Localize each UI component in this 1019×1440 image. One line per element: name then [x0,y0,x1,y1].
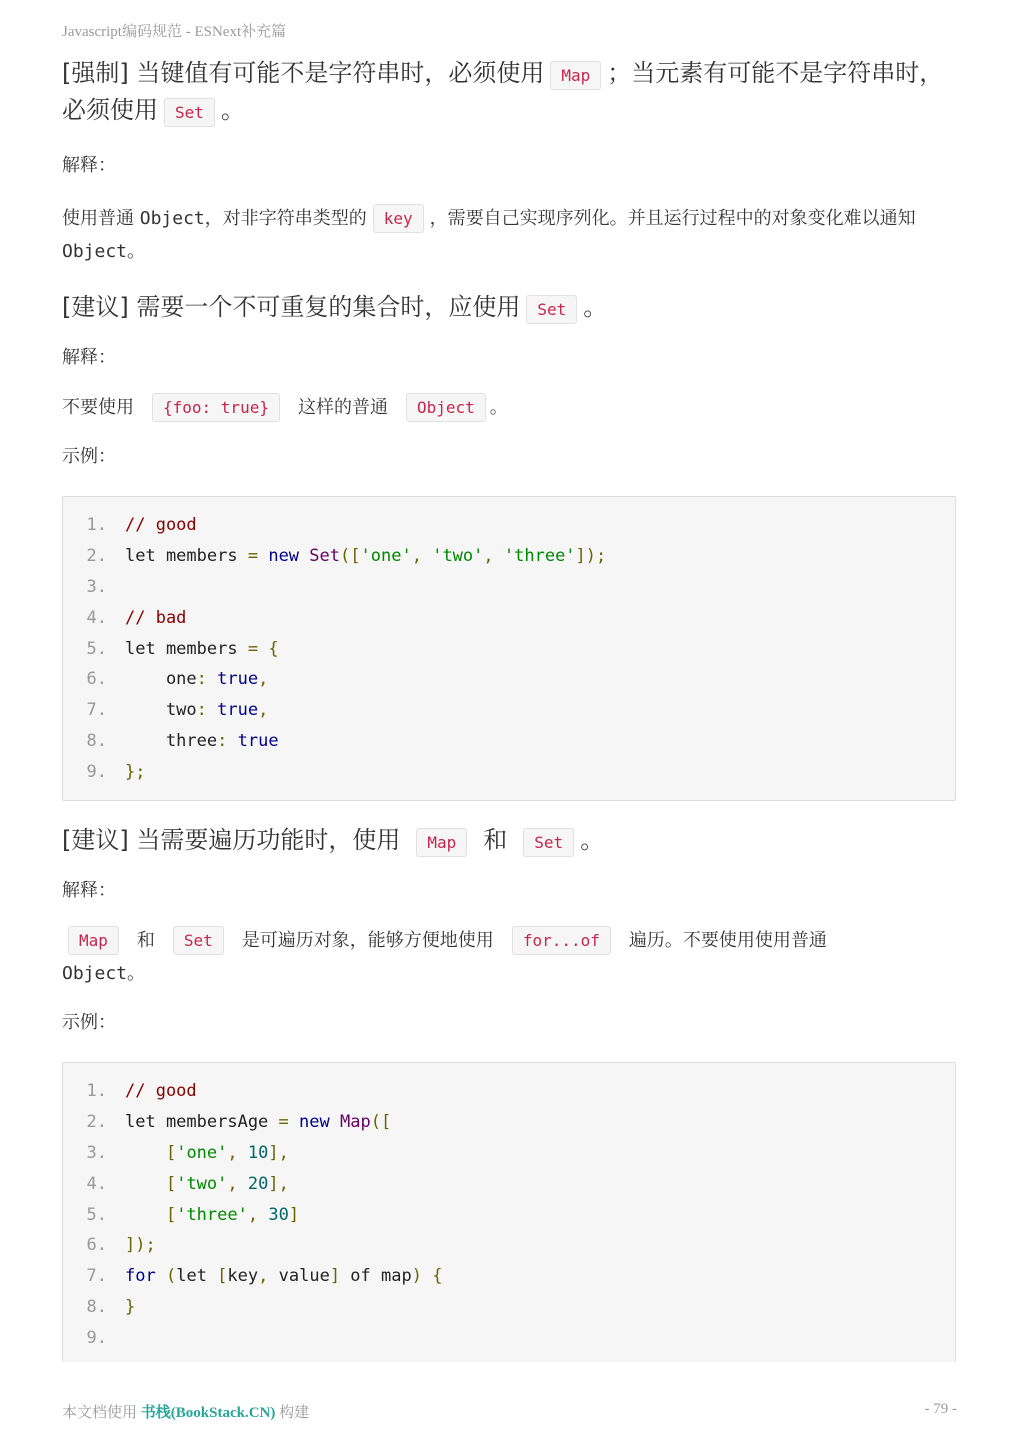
inline-code: Set [164,98,215,127]
text: 是可遍历对象，能够方便地使用 [241,930,494,952]
document-content [62,56,956,1362]
code-line [63,664,955,695]
code-line [63,1076,955,1107]
text: ，对非字符串类型的 [204,208,367,229]
code-text: }; [125,762,146,783]
heading-text: 。 [220,96,245,124]
code-line [63,757,955,788]
code-text: ['one', 10], [165,1142,289,1163]
code-line [63,1323,955,1354]
page-number: - 79 - [924,1401,957,1417]
code-line [63,1169,955,1200]
line-number: 4. [86,1173,107,1194]
inline-code: Map [68,926,119,955]
line-number: 1. [86,1081,107,1102]
explain-paragraph [62,202,956,268]
code-text: let members = new Set(['one', 'two', 'three']); [125,545,607,566]
code-text: let membersAge = new Map([ [125,1111,392,1132]
inline-code: for...of [512,926,611,955]
text: 这样的普通 [297,397,388,418]
text: 。 [127,963,146,985]
text: 遍历。不要使用使用普通 [628,930,827,952]
page-header: Javascript编码规范 - ESNext补充篇 [62,24,287,40]
text: 使用普通 [62,208,134,229]
code-text: ['two', 20], [165,1173,289,1194]
text: ，需要自己实现序列化。并且运行过程中的对象变化难以通知 [429,208,916,229]
explain-label: 解释： [62,347,116,368]
example-label: 示例： [62,1012,116,1034]
code-text: ['three', 30] [165,1204,300,1225]
code-line [63,1138,955,1169]
explain-paragraph [62,924,956,990]
code-text: let members = { [125,638,279,659]
code-block [62,1062,956,1362]
text: 不要使用 [62,397,134,418]
code-line [63,510,955,541]
code-line [63,695,955,726]
line-number: 3. [86,576,107,597]
line-number: 9. [86,1328,107,1349]
inline-code: Object [406,393,486,422]
mono-text: Object [62,241,128,262]
code-text: } [125,1297,136,1318]
code-line [63,1107,955,1138]
rule-tag: [强制] [62,59,129,87]
inline-code: key [373,204,424,233]
inline-code: Set [523,828,574,857]
code-line [63,634,955,665]
heading-text: 。 [580,826,605,855]
text: 。 [127,241,146,262]
code-text: three: true [125,731,279,752]
text: 和 [136,930,155,952]
rule-tag: [建议] [62,293,129,321]
line-number: 9. [86,762,107,783]
line-number: 2. [86,545,107,566]
code-line [63,1200,955,1231]
code-line [63,726,955,757]
line-number: 8. [86,731,107,752]
line-number: 8. [86,1297,107,1318]
heading-text: 当键值有可能不是字符串时，必须使用 [136,59,545,87]
footer-text: 构建 [279,1405,310,1421]
explain-label: 解释： [62,880,116,902]
code-line [63,603,955,634]
mono-text: Object [139,208,205,229]
explain-paragraph [62,391,956,424]
code-text: one: true, [125,669,269,690]
code-line [63,1292,955,1323]
code-text: for (let [key, value] of map) { [125,1266,443,1287]
line-number: 7. [86,700,107,721]
code-line [63,541,955,572]
code-text: two: true, [125,700,269,721]
code-line [63,1230,955,1261]
heading-text: 和 [483,826,508,855]
inline-code: Map [550,61,601,90]
line-number: 4. [86,607,107,628]
code-text: // bad [125,607,187,628]
heading-text: 需要一个不可重复的集合时，应使用 [136,293,521,321]
line-number: 3. [86,1142,107,1163]
line-number: 5. [86,1204,107,1225]
code-text: // good [125,1081,197,1102]
rule-heading-iteration [62,823,956,860]
line-number: 7. [86,1266,107,1287]
code-line [63,1261,955,1292]
code-text: // good [125,515,197,535]
inline-code: Map [416,828,467,857]
footer-text: 本文档使用 [62,1405,138,1421]
inline-code: {foo: true} [152,393,280,422]
line-number: 2. [86,1111,107,1132]
explain-label: 解释： [62,155,116,176]
text: 。 [489,397,508,418]
code-text: ]); [125,1235,156,1256]
heading-text: 当需要遍历功能时，使用 [136,826,401,855]
code-line [63,572,955,603]
rule-heading-map-set [62,56,956,130]
heading-text: ；当元素有可能不是字符串时，必须使用 [62,59,944,124]
inline-code: Set [173,926,224,955]
page-footer [62,1401,309,1422]
inline-code: Set [526,295,577,324]
line-number: 1. [86,515,107,535]
heading-text: 。 [583,293,608,321]
line-number: 6. [86,1235,107,1256]
rule-heading-set [62,290,956,327]
line-number: 6. [86,669,107,690]
footer-brand-link[interactable]: 书栈(BookStack.CN) [140,1405,276,1421]
example-label: 示例： [62,446,116,467]
rule-tag: [建议] [62,826,129,855]
line-number: 5. [86,638,107,659]
mono-text: Object [62,963,128,985]
code-block [62,496,956,801]
